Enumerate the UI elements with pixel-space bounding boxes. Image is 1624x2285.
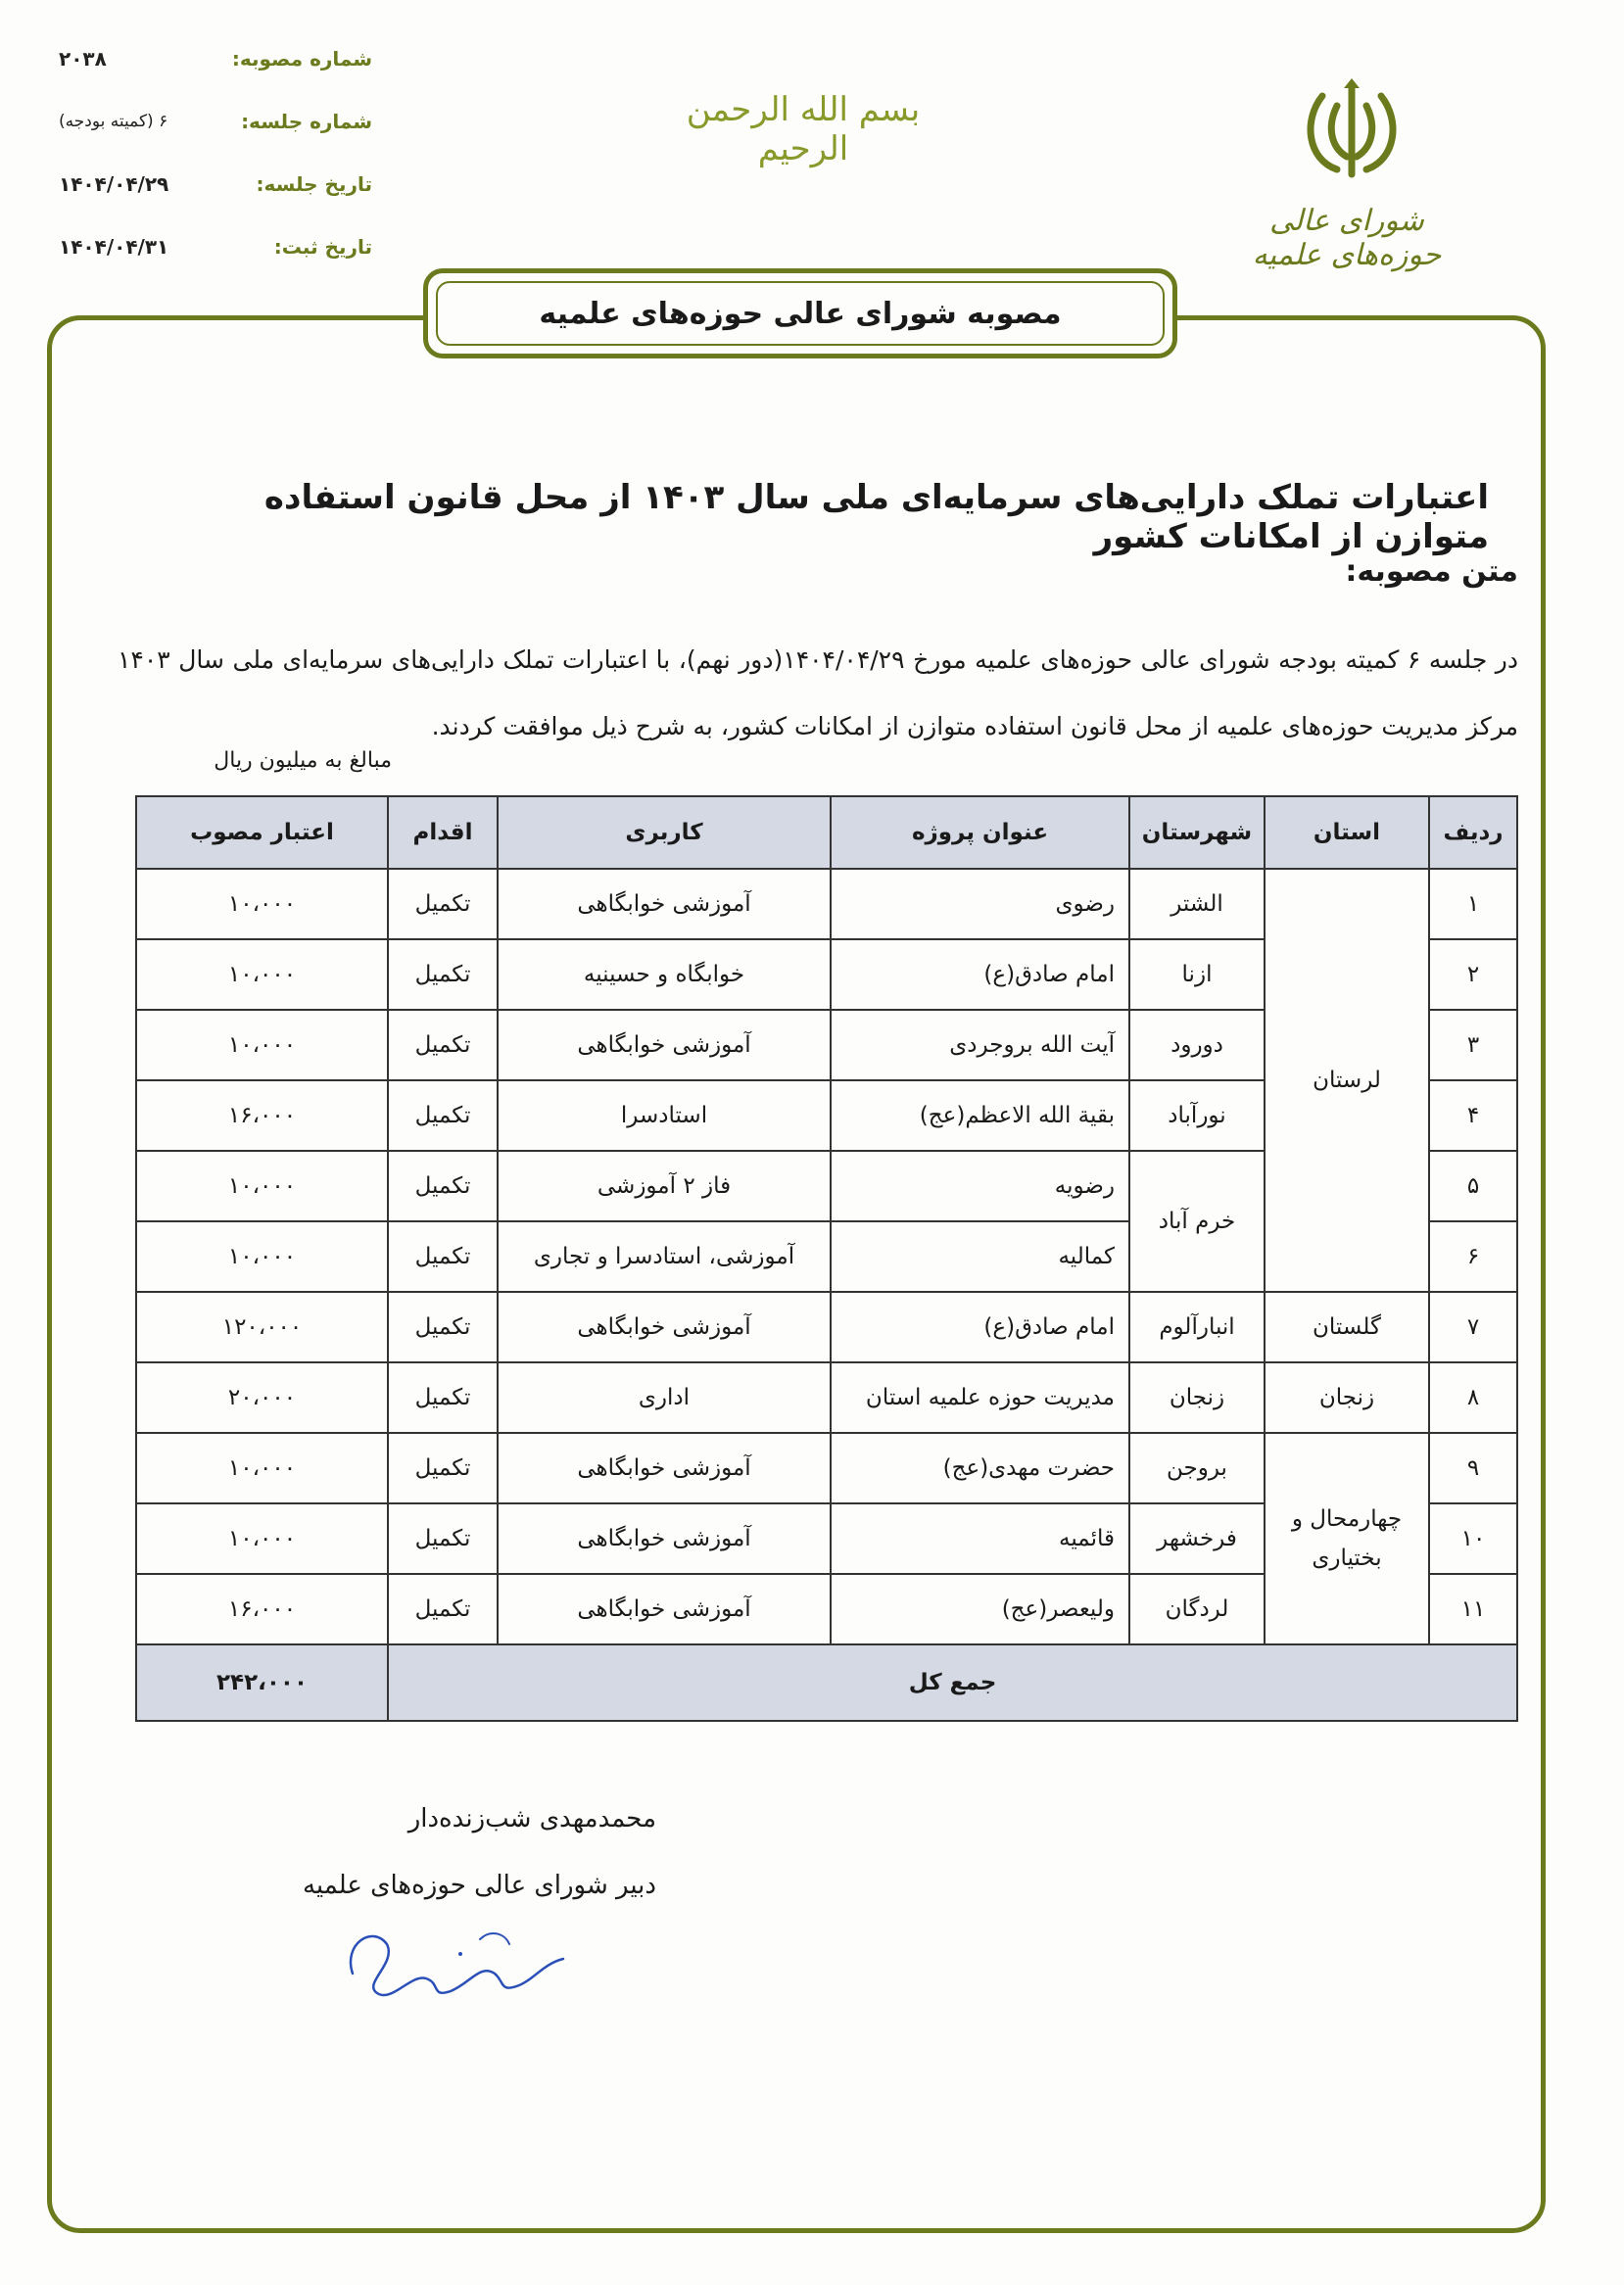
meta-label: شماره جلسه: (241, 110, 372, 133)
meta-row-approval-number (59, 27, 372, 90)
city-cell: زنجان (1129, 1362, 1265, 1433)
signatory-name: محمدمهدی شب‌زنده‌دار (407, 1804, 656, 1833)
header-action: اقدام (388, 796, 498, 869)
action-cell: تکمیل (388, 1151, 498, 1221)
credits-table (135, 795, 1518, 1722)
usage-cell: فاز ۲ آموزشی (498, 1151, 831, 1221)
table-row (136, 1433, 1517, 1503)
action-cell: تکمیل (388, 1433, 498, 1503)
meta-value: ۱۴۰۴/۰۴/۳۱ (59, 235, 169, 259)
total-label: جمع کل (388, 1644, 1517, 1721)
usage-cell: آموزشی خوابگاهی (498, 1292, 831, 1362)
basmala: بسم الله الرحمن الرحیم (686, 90, 921, 168)
row-number: ۸ (1429, 1362, 1517, 1433)
credit-cell: ۱۶،۰۰۰ (136, 1080, 388, 1151)
header-row-number: ردیف (1429, 796, 1517, 869)
project-cell: مدیریت حوزه علمیه استان (831, 1362, 1129, 1433)
usage-cell: خوابگاه و حسینیه (498, 939, 831, 1010)
province-cell: چهارمحال و بختیاری (1265, 1433, 1429, 1644)
meta-value: ۶ (کمیته بودجه) (59, 112, 168, 131)
usage-cell: آموزشی خوابگاهی (498, 1574, 831, 1644)
meta-label: تاریخ جلسه: (256, 172, 372, 196)
resolution-paragraph: در جلسه ۶ کمیته بودجه شورای عالی حوزه‌های علمیه مورخ ۱۴۰۴/۰۴/۲۹(دور نهم)، با اعتبارات تملک دارایی‌های سرمایه‌ای ملی سال ۱۴۰۳ مرکز مدیریت حوزه‌های علمیه از محل قانون استفاده متوازن از امکانات کشور، به شرح ذیل موافقت کردند. (118, 645, 1518, 740)
row-number: ۴ (1429, 1080, 1517, 1151)
city-cell: فرخشهر (1129, 1503, 1265, 1574)
action-cell: تکمیل (388, 1080, 498, 1151)
city-cell: خرم آباد (1129, 1151, 1265, 1292)
usage-cell: آموزشی خوابگاهی (498, 1433, 831, 1503)
project-cell: بقیة الله الاعظم(عج) (831, 1080, 1129, 1151)
usage-cell: استادسرا (498, 1080, 831, 1151)
emblem-icon (1293, 76, 1410, 184)
action-cell: تکمیل (388, 1010, 498, 1080)
meta-value: ۱۴۰۴/۰۴/۲۹ (59, 172, 169, 196)
header-title: مصوبه شورای عالی حوزه‌های علمیه (539, 296, 1062, 331)
credit-cell: ۱۰،۰۰۰ (136, 1503, 388, 1574)
project-cell: قائمیه (831, 1503, 1129, 1574)
usage-cell: آموزشی، استادسرا و تجاری (498, 1221, 831, 1292)
credit-cell: ۱۰،۰۰۰ (136, 1151, 388, 1221)
meta-row-session-number (59, 90, 372, 153)
action-cell: تکمیل (388, 869, 498, 939)
table-header-row (136, 796, 1517, 869)
header-province: استان (1265, 796, 1429, 869)
project-cell: آیت الله بروجردی (831, 1010, 1129, 1080)
table-total-row (136, 1644, 1517, 1721)
meta-value: ۲۰۳۸ (59, 47, 107, 71)
project-cell: ولیعصر(عج) (831, 1574, 1129, 1644)
action-cell: تکمیل (388, 1292, 498, 1362)
row-number: ۱۱ (1429, 1574, 1517, 1644)
action-cell: تکمیل (388, 1362, 498, 1433)
table-row (136, 1292, 1517, 1362)
city-cell: بروجن (1129, 1433, 1265, 1503)
row-number: ۱۰ (1429, 1503, 1517, 1574)
main-title: اعتبارات تملک دارایی‌های سرمایه‌ای ملی سال ۱۴۰۳ از محل قانون استفاده متوازن از امکانات کشور (263, 478, 1489, 556)
council-name: شورای عالی حوزه‌های علمیه (1252, 204, 1442, 272)
total-value: ۲۴۲،۰۰۰ (136, 1644, 388, 1721)
row-number: ۶ (1429, 1221, 1517, 1292)
meta-row-session-date (59, 153, 372, 215)
row-number: ۵ (1429, 1151, 1517, 1221)
usage-cell: آموزشی خوابگاهی (498, 1503, 831, 1574)
header-box (423, 268, 1177, 358)
usage-cell: آموزشی خوابگاهی (498, 869, 831, 939)
meta-label: تاریخ ثبت: (273, 235, 372, 259)
row-number: ۳ (1429, 1010, 1517, 1080)
document-meta (59, 27, 372, 278)
city-cell: نورآباد (1129, 1080, 1265, 1151)
city-cell: دورود (1129, 1010, 1265, 1080)
meta-label: شماره مصوبه: (231, 47, 372, 71)
project-cell: امام صادق(ع) (831, 939, 1129, 1010)
row-number: ۱ (1429, 869, 1517, 939)
resolution-text-label: متن مصوبه: (1345, 554, 1518, 589)
row-number: ۲ (1429, 939, 1517, 1010)
usage-cell: اداری (498, 1362, 831, 1433)
table-row (136, 869, 1517, 939)
header-city: شهرستان (1129, 796, 1265, 869)
header-usage: کاربری (498, 796, 831, 869)
usage-cell: آموزشی خوابگاهی (498, 1010, 831, 1080)
credit-cell: ۱۰،۰۰۰ (136, 1010, 388, 1080)
province-cell: زنجان (1265, 1362, 1429, 1433)
city-cell: انبارآلوم (1129, 1292, 1265, 1362)
row-number: ۷ (1429, 1292, 1517, 1362)
city-cell: الشتر (1129, 869, 1265, 939)
action-cell: تکمیل (388, 939, 498, 1010)
header-credit: اعتبار مصوب (136, 796, 388, 869)
meta-row-registration-date (59, 215, 372, 278)
action-cell: تکمیل (388, 1574, 498, 1644)
credit-cell: ۱۲۰،۰۰۰ (136, 1292, 388, 1362)
province-cell: لرستان (1265, 869, 1429, 1292)
city-cell: ازنا (1129, 939, 1265, 1010)
project-cell: رضوی (831, 869, 1129, 939)
row-number: ۹ (1429, 1433, 1517, 1503)
header-project: عنوان پروژه (831, 796, 1129, 869)
handwritten-signature (333, 1915, 588, 2013)
table-row (136, 1362, 1517, 1433)
credit-cell: ۱۰،۰۰۰ (136, 869, 388, 939)
city-cell: لردگان (1129, 1574, 1265, 1644)
amount-unit-note: مبالغ به میلیون ریال (214, 748, 392, 773)
action-cell: تکمیل (388, 1221, 498, 1292)
action-cell: تکمیل (388, 1503, 498, 1574)
credit-cell: ۱۰،۰۰۰ (136, 1221, 388, 1292)
credit-cell: ۲۰،۰۰۰ (136, 1362, 388, 1433)
project-cell: کمالیه (831, 1221, 1129, 1292)
credit-cell: ۱۰،۰۰۰ (136, 939, 388, 1010)
project-cell: حضرت مهدی(عج) (831, 1433, 1129, 1503)
project-cell: امام صادق(ع) (831, 1292, 1129, 1362)
project-cell: رضویه (831, 1151, 1129, 1221)
province-cell: گلستان (1265, 1292, 1429, 1362)
signatory-title: دبیر شورای عالی حوزه‌های علمیه (302, 1871, 656, 1900)
credit-cell: ۱۶،۰۰۰ (136, 1574, 388, 1644)
credit-cell: ۱۰،۰۰۰ (136, 1433, 388, 1503)
